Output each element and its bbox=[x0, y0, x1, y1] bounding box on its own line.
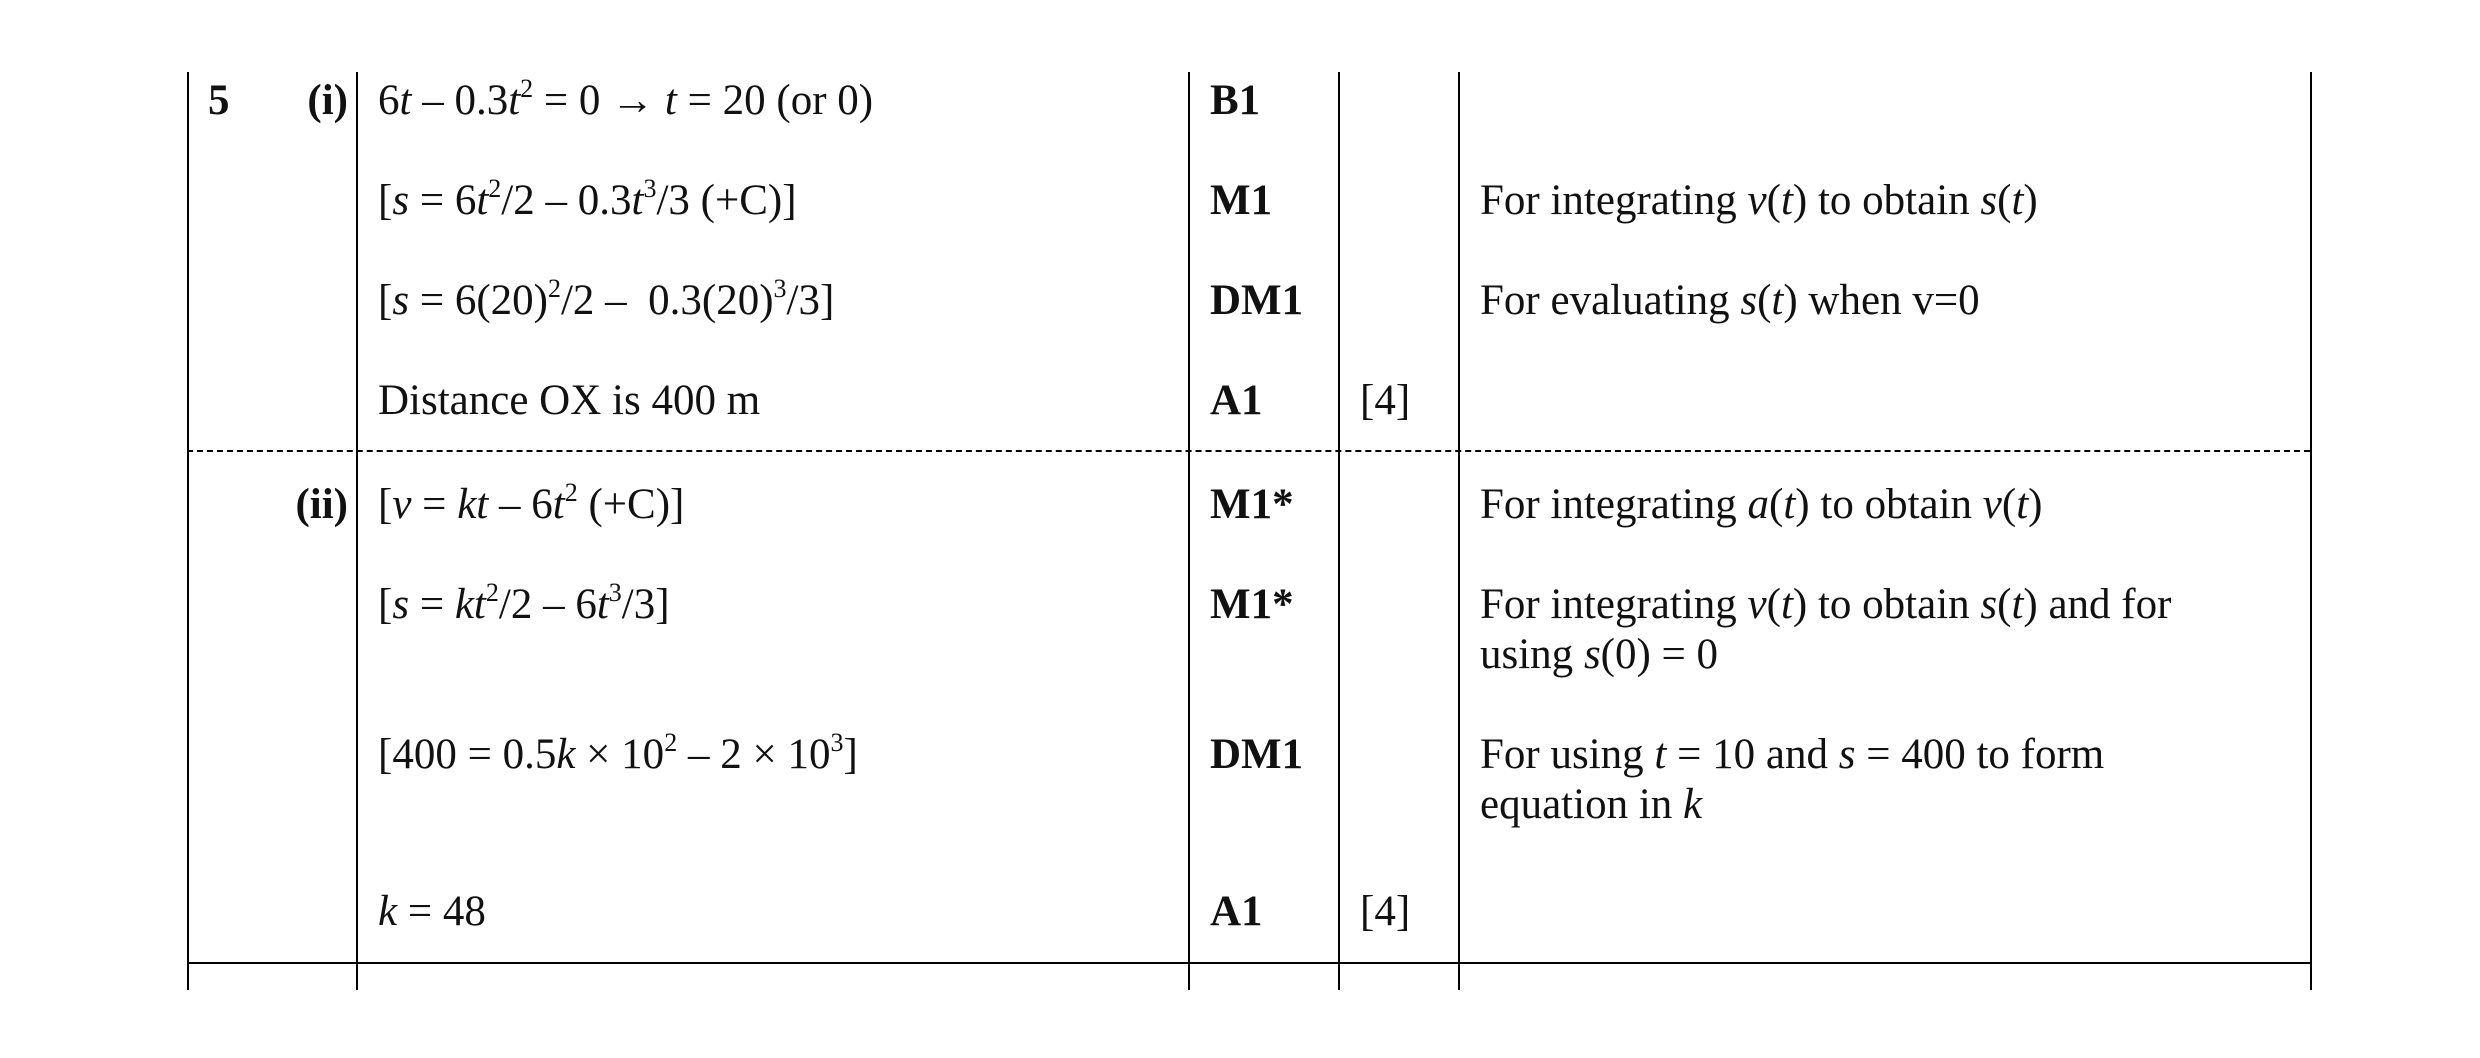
working-line: $[400 = 0.5k \times 10^2 - 2 \times 10^3]$ bbox=[378, 728, 858, 778]
working-line: k = 48 bbox=[378, 888, 486, 935]
mark-code: DM1 bbox=[1210, 731, 1304, 778]
working-line: $6t - 0.3t^2 = 0 \to t = 20$ (or 0) bbox=[378, 74, 874, 124]
guidance-note: For using t = 10 and s = 400 to form equation in k bbox=[1480, 731, 2105, 828]
column-divider-working bbox=[1188, 72, 1190, 990]
guidance-note: For integrating v(t) to obtain s(t) bbox=[1480, 177, 2038, 224]
mark-code: M1 bbox=[1210, 177, 1273, 224]
column-divider-totals bbox=[1458, 72, 1460, 990]
table-border-left bbox=[187, 72, 189, 990]
working-line: $[s = 6(20)^2/2 - 0.3(20)^3/3]$ bbox=[378, 274, 835, 324]
part-label-ii: (ii) bbox=[295, 481, 348, 528]
column-divider-marks bbox=[1338, 72, 1340, 990]
mark-code: B1 bbox=[1210, 77, 1261, 124]
working-line: [$s = 6t^2/2 - 0.3t^3/3$ (+C)] bbox=[378, 174, 797, 224]
working-line: $[s = kt^2/2 - 6t^3/3]$ bbox=[378, 578, 670, 628]
question-end-rule bbox=[187, 962, 2310, 964]
question-number: 5 bbox=[208, 77, 230, 124]
working-line: [v = kt – $6t^2$ (+C)] bbox=[378, 478, 685, 528]
part-separator-dashed bbox=[187, 450, 2310, 452]
part-total: [4] bbox=[1360, 377, 1411, 424]
part-label-i: (i) bbox=[307, 77, 348, 124]
mark-code: M1* bbox=[1210, 481, 1294, 528]
mark-code: M1* bbox=[1210, 581, 1294, 628]
mark-code: DM1 bbox=[1210, 277, 1304, 324]
table-border-right bbox=[2310, 72, 2312, 990]
guidance-note: For integrating a(t) to obtain v(t) bbox=[1480, 481, 2043, 528]
mark-code: A1 bbox=[1210, 888, 1263, 935]
part-total: [4] bbox=[1360, 888, 1411, 935]
column-divider-part bbox=[356, 72, 358, 990]
working-line: Distance OX is 400 m bbox=[378, 377, 761, 424]
mark-code: A1 bbox=[1210, 377, 1263, 424]
guidance-note: For integrating v(t) to obtain s(t) and for using s(0) = 0 bbox=[1480, 581, 2172, 678]
guidance-note: For evaluating s(t) when v=0 bbox=[1480, 277, 1980, 324]
